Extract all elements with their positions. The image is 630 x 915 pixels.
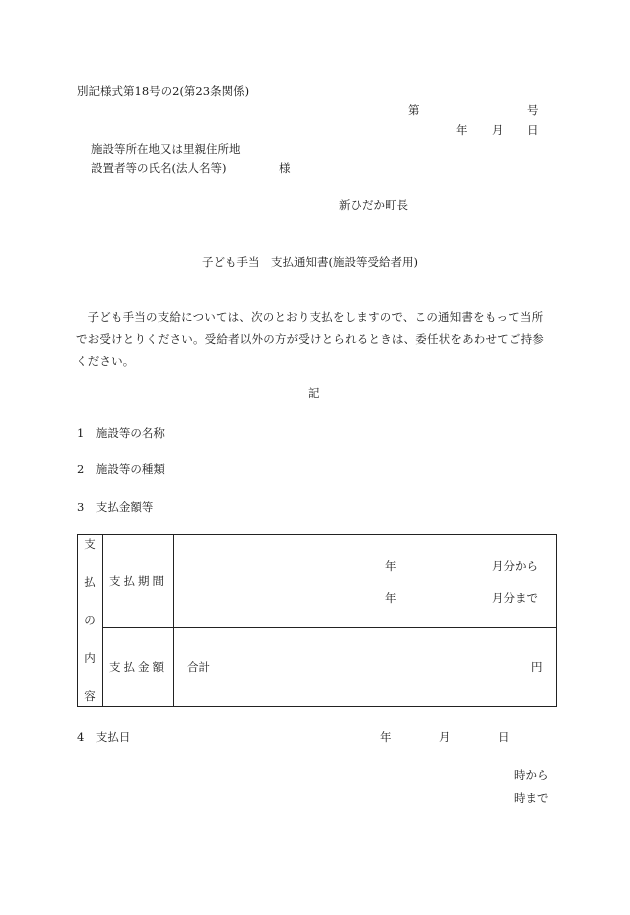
vertical-char: の	[84, 612, 96, 627]
amount-total-label: 合計	[187, 660, 210, 674]
form-reference: 別記様式第18号の2(第23条関係)	[77, 84, 250, 98]
payment-period-cell	[174, 535, 557, 628]
period-to-year: 年	[385, 591, 397, 605]
doc-number-prefix: 第	[408, 103, 420, 117]
item-payment-amount: 3 支払金額等	[77, 500, 154, 514]
sender-name: 新ひだか町長	[339, 198, 408, 212]
recipient-name-label: 設置者等の氏名(法人名等)	[91, 161, 227, 175]
payment-amount-label: 支払金額	[109, 660, 167, 674]
item-payment-date: 4 支払日	[77, 730, 131, 744]
pay-time-to: 時まで	[514, 791, 549, 805]
pay-date-month: 月	[439, 730, 451, 744]
item-facility-type: 2 施設等の種類	[77, 462, 165, 476]
vertical-char: 支	[84, 536, 96, 551]
doc-number-suffix: 号	[527, 103, 539, 117]
document-title: 子ども手当 支払通知書(施設等受給者用)	[202, 255, 418, 269]
body-paragraph: 子ども手当の支給については、次のとおり支払をしますので、この通知書をもって当所でお受けとりください。受給者以外の方が受けとられるときは、委任状をあわせてご持参ください。	[76, 310, 544, 368]
item-facility-name: 1 施設等の名称	[77, 426, 165, 440]
payment-amount-label-cell	[103, 628, 174, 707]
period-from-year: 年	[385, 559, 397, 573]
pay-time-from: 時から	[514, 768, 549, 782]
payment-period-label: 支払期間	[109, 574, 167, 588]
date-year: 年	[456, 123, 468, 137]
amount-yen: 円	[531, 660, 543, 674]
vertical-char: 払	[84, 574, 96, 589]
period-from-month: 月分から	[492, 559, 538, 573]
vertical-char: 容	[84, 689, 96, 703]
period-to-month: 月分まで	[492, 591, 538, 605]
pay-date-year: 年	[380, 730, 392, 744]
vertical-char: 内	[84, 650, 96, 665]
date-month: 月	[492, 123, 504, 137]
payment-period-label-cell	[103, 535, 174, 628]
payment-amount-cell	[174, 628, 557, 707]
payment-contents-label	[78, 535, 103, 707]
recipient-address-label: 施設等所在地又は里親住所地	[91, 142, 241, 156]
payment-table	[77, 534, 557, 707]
pay-date-day: 日	[498, 730, 510, 744]
date-day: 日	[527, 123, 539, 137]
recipient-honorific: 様	[279, 161, 291, 175]
ki-heading: 記	[308, 386, 320, 400]
